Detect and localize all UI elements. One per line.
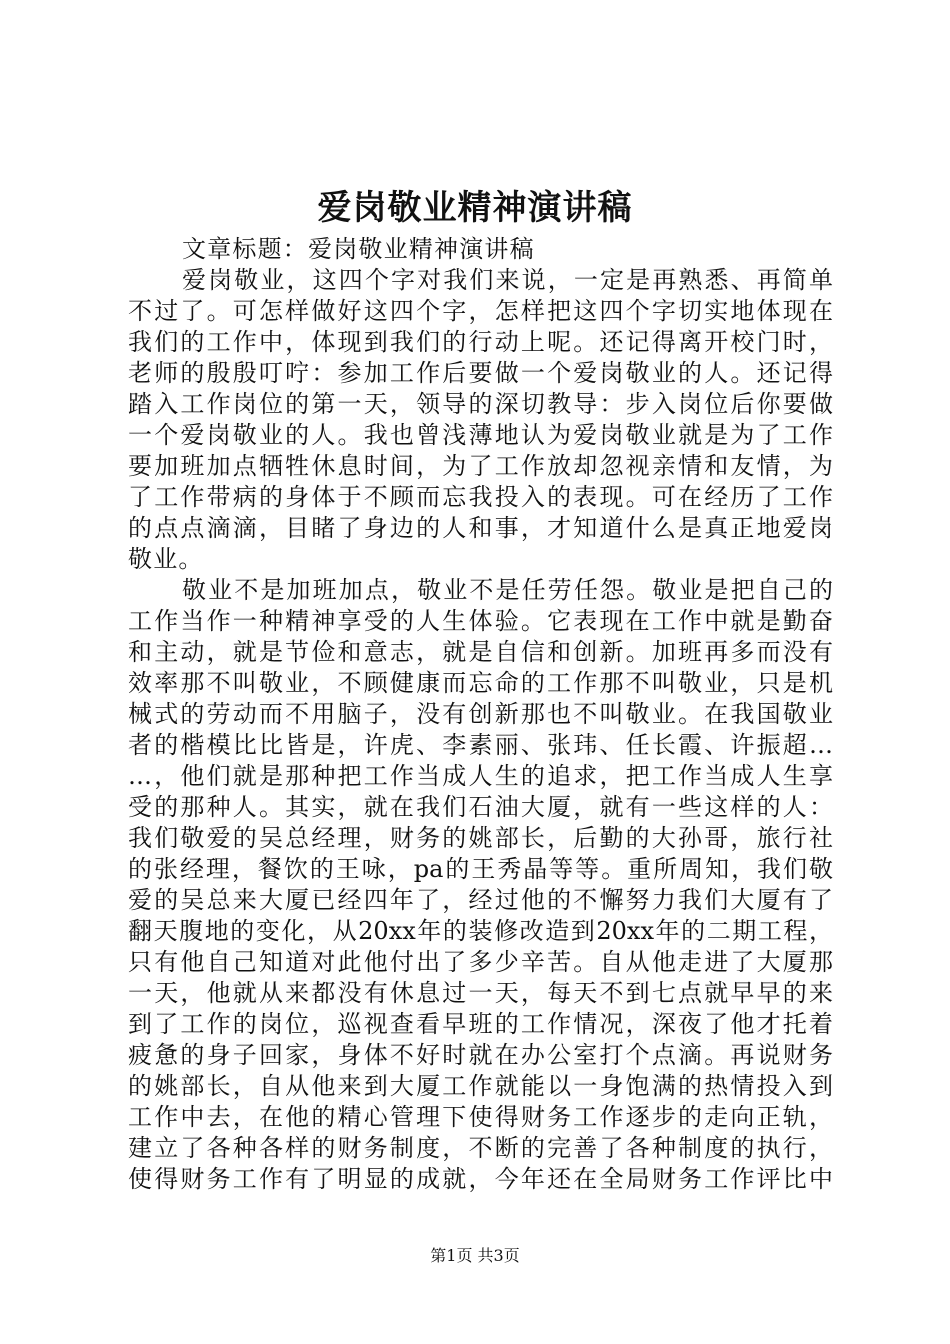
text-line: 工作当作一种精神享受的人生体验。它表现在工作中就是勤奋 — [128, 607, 833, 635]
text-line: 只有他自己知道对此他付出了多少辛苦。自从他走进了大厦那 — [128, 948, 833, 976]
text-line: 文章标题：爱岗敬业精神演讲稿 — [182, 235, 535, 263]
text-line: 者的楷模比比皆是，许虎、李素丽、张玮、任长霞、许振超… — [128, 731, 833, 759]
text-line: 了工作带病的身体于不顾而忘我投入的表现。可在经历了工作 — [128, 483, 833, 511]
text-line: 的姚部长，自从他来到大厦工作就能以一身饱满的热情投入到 — [128, 1072, 833, 1100]
text-line: 踏入工作岗位的第一天，领导的深切教导：步入岗位后你要做 — [128, 390, 833, 418]
text-line: 一天，他就从来都没有休息过一天，每天不到七点就早早的来 — [128, 979, 833, 1007]
text-line: 和主动，就是节俭和意志，就是自信和创新。加班再多而没有 — [128, 638, 833, 666]
text-line: 爱的吴总来大厦已经四年了，经过他的不懈努力我们大厦有了 — [128, 886, 833, 914]
text-line: 的点点滴滴，目睹了身边的人和事，才知道什么是真正地爱岗 — [128, 514, 833, 542]
text-line: 我们敬爱的吴总经理，财务的姚部长，后勤的大孙哥，旅行社 — [128, 824, 833, 852]
text-line: 爱岗敬业，这四个字对我们来说，一定是再熟悉、再简单 — [182, 266, 833, 294]
text-line: 敬业。 — [128, 545, 204, 573]
text-line: 受的那种人。其实，就在我们石油大厦，就有一些这样的人： — [128, 793, 833, 821]
document-title: 爱岗敬业精神演讲稿 — [317, 188, 633, 228]
text-line: 翻天腹地的变化，从20xx年的装修改造到20xx年的二期工程， — [128, 917, 833, 945]
text-line: 敬业不是加班加点，敬业不是任劳任怨。敬业是把自己的 — [182, 576, 833, 604]
text-line: 不过了。可怎样做好这四个字，怎样把这四个字切实地体现在 — [128, 297, 833, 325]
text-line: 的张经理，餐饮的王咏，pa的王秀晶等等。重所周知，我们敬 — [128, 855, 833, 883]
text-line: 疲惫的身子回家，身体不好时就在办公室打个点滴。再说财务 — [128, 1041, 833, 1069]
text-line: 械式的劳动而不用脑子，没有创新那也不叫敬业。在我国敬业 — [128, 700, 833, 728]
text-line: 效率那不叫敬业，不顾健康而忘命的工作那不叫敬业，只是机 — [128, 669, 833, 697]
text-line: …，他们就是那种把工作当成人生的追求，把工作当成人生享 — [128, 762, 833, 790]
text-line: 要加班加点牺牲休息时间，为了工作放却忽视亲情和友情，为 — [128, 452, 833, 480]
text-line: 我们的工作中，体现到我们的行动上呢。还记得离开校门时， — [128, 328, 833, 356]
text-line: 工作中去，在他的精心管理下使得财务工作逐步的走向正轨， — [128, 1103, 833, 1131]
text-line: 到了工作的岗位，巡视查看早班的工作情况，深夜了他才托着 — [128, 1010, 833, 1038]
document-body — [128, 234, 833, 1195]
text-line: 建立了各种各样的财务制度，不断的完善了各种制度的执行， — [128, 1134, 833, 1162]
text-line: 一个爱岗敬业的人。我也曾浅薄地认为爱岗敬业就是为了工作 — [128, 421, 833, 449]
text-line: 老师的殷殷叮咛：参加工作后要做一个爱岗敬业的人。还记得 — [128, 359, 833, 387]
page-number-footer: 第1页 共3页 — [430, 1246, 520, 1265]
text-line: 使得财务工作有了明显的成就，今年还在全局财务工作评比中 — [128, 1165, 833, 1193]
